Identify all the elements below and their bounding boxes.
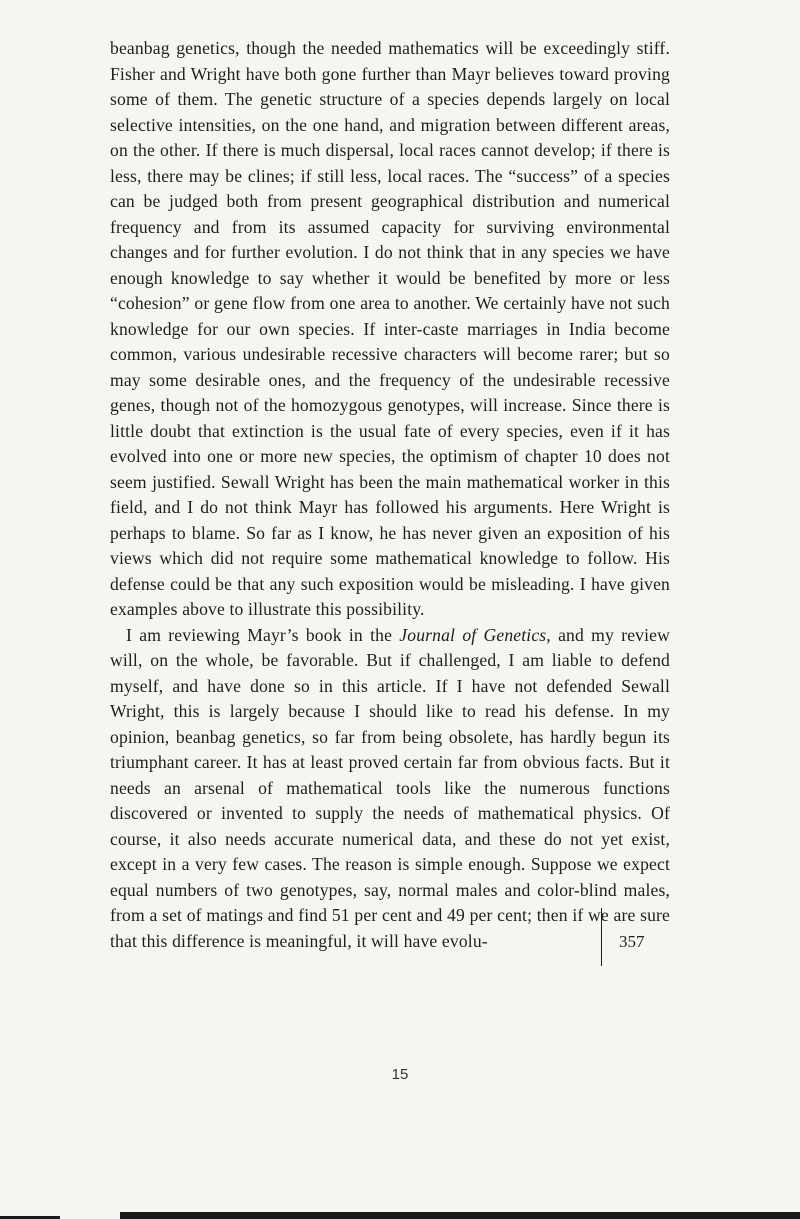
scan-edge bbox=[120, 1212, 800, 1219]
body-text bbox=[110, 36, 670, 954]
page-number-block bbox=[601, 908, 652, 966]
page-number: 357 bbox=[619, 932, 645, 951]
paragraph-2 bbox=[110, 623, 670, 955]
paragraph-2-start: I am reviewing Mayr’s book in the bbox=[126, 624, 400, 645]
folio-number: 15 bbox=[391, 1066, 409, 1083]
journal-title: Journal of Genetics, bbox=[399, 624, 551, 645]
paragraph-2-rest: and my review will, on the whole, be favorable. But if challenged, I am liable to defend myself, and have done so in this article. If I have not defended Sewall Wright, this is largely because I should like to read his defense. In my opinion, beanbag genetics, so far from being obsolete, has hardly begun its triumphant career. It has at least proved certain far from obvious facts. But it needs an arsenal of mathematical tools like the numerous functions discovered or invented to supply the needs of mathematical physics. Of course, it also needs accurate numerical data, and these do not yet exist, except in a very few cases. The reason is simple enough. Suppose we expect equal numbers of two genotypes, say, normal males and color-blind males, from a set of matings and find 51 per cent and 49 per cent; then if we are sure that this difference is meaningful, it will have evolu- bbox=[110, 624, 670, 951]
paragraph-1: beanbag genetics, though the needed mathematics will be exceedingly stiff. Fisher and Wright have both gone further than Mayr believes toward proving some of them. The genetic structure of a species depends largely on local selective intensities, on the one hand, and migration between different areas, on the other. If there is much dispersal, local races cannot develop; if there is less, there may be clines; if still less, local races. The “success” of a species can be judged both from present geographical distribution and numerical frequency and from its assumed capacity for surviving environmental changes and for further evolution. I do not think that in any species we have enough knowledge to say whether it would be benefited by more or less “cohesion” or gene flow from one area to another. We certainly have not such knowledge for our own species. If inter-caste marriages in India become common, various undesirable recessive characters will become rarer; but so may some desirable ones, and the frequency of the undesirable recessive genes, though not of the homozygous genotypes, will increase. Since there is little doubt that extinction is the usual fate of every species, even if it has evolved into one or more new species, the optimism of chapter 10 does not seem justified. Sewall Wright has been the main mathematical worker in this field, and I do not think Mayr has followed his arguments. Here Wright is perhaps to blame. So far as I know, he has never given an exposition of his views which did not require some mathematical knowledge to follow. His defense could be that any such exposition would be misleading. I have given examples above to illustrate this possibility. bbox=[110, 38, 670, 619]
